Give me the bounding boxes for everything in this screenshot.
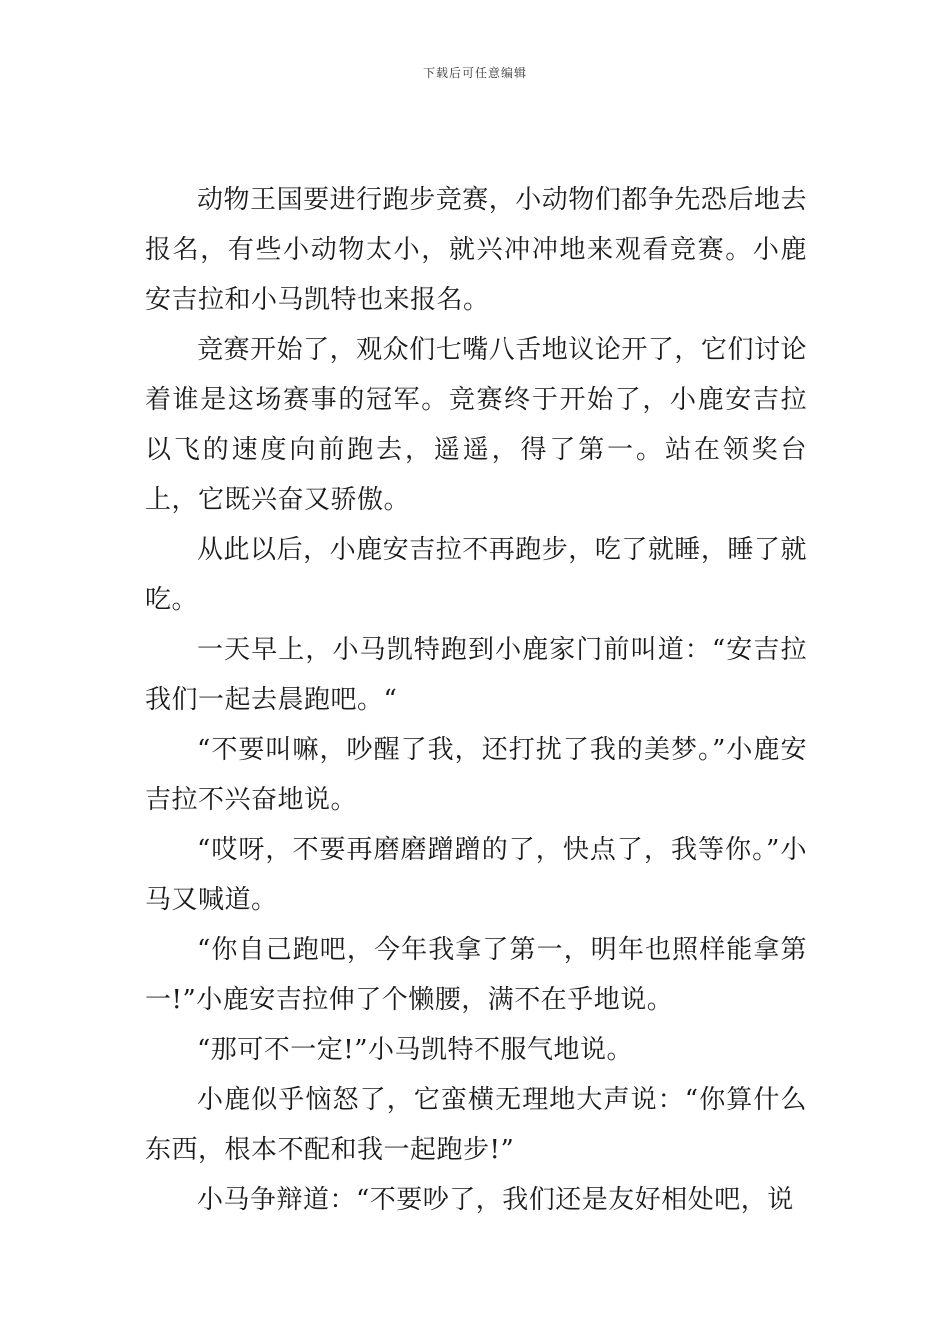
paragraph-2: 竞赛开始了，观众们七嘴八舌地议论开了，它们讨论着谁是这场赛事的冠军。竞赛终于开始了，小鹿安吉拉以飞的速度向前跑去，遥遥，得了第一。站在领奖台上，它既兴奋又骄傲。 — [145, 335, 807, 515]
paragraph-6: “哎呀，不要再磨磨蹭蹭的了，快点了，我等你。”小马又喊道。 — [145, 835, 807, 915]
paragraph-8: “那可不一定!”小马凯特不服气地说。 — [197, 1035, 634, 1065]
paragraph-9: 小鹿似乎恼怒了，它蛮横无理地大声说：“你算什么东西，根本不配和我一起跑步!” — [145, 1085, 807, 1165]
story-body — [145, 175, 807, 1225]
paragraph-7: “你自己跑吧，今年我拿了第一，明年也照样能拿第一!”小鹿安吉拉伸了个懒腰，满不在乎地说。 — [145, 935, 807, 1015]
paragraph-5: “不要叫嘛，吵醒了我，还打扰了我的美梦。”小鹿安吉拉不兴奋地说。 — [145, 735, 807, 815]
paragraph-4: 一天早上，小马凯特跑到小鹿家门前叫道：“安吉拉我们一起去晨跑吧。“ — [145, 635, 807, 715]
paragraph-1: 动物王国要进行跑步竞赛，小动物们都争先恐后地去报名，有些小动物太小，就兴冲冲地来观看竞赛。小鹿安吉拉和小马凯特也来报名。 — [145, 185, 807, 315]
page-header: 下载后可任意编辑 — [422, 66, 527, 80]
paragraph-10: 小马争辩道：“不要吵了，我们还是友好相处吧，说 — [197, 1185, 794, 1215]
paragraph-3: 从此以后，小鹿安吉拉不再跑步，吃了就睡，睡了就吃。 — [145, 535, 807, 615]
